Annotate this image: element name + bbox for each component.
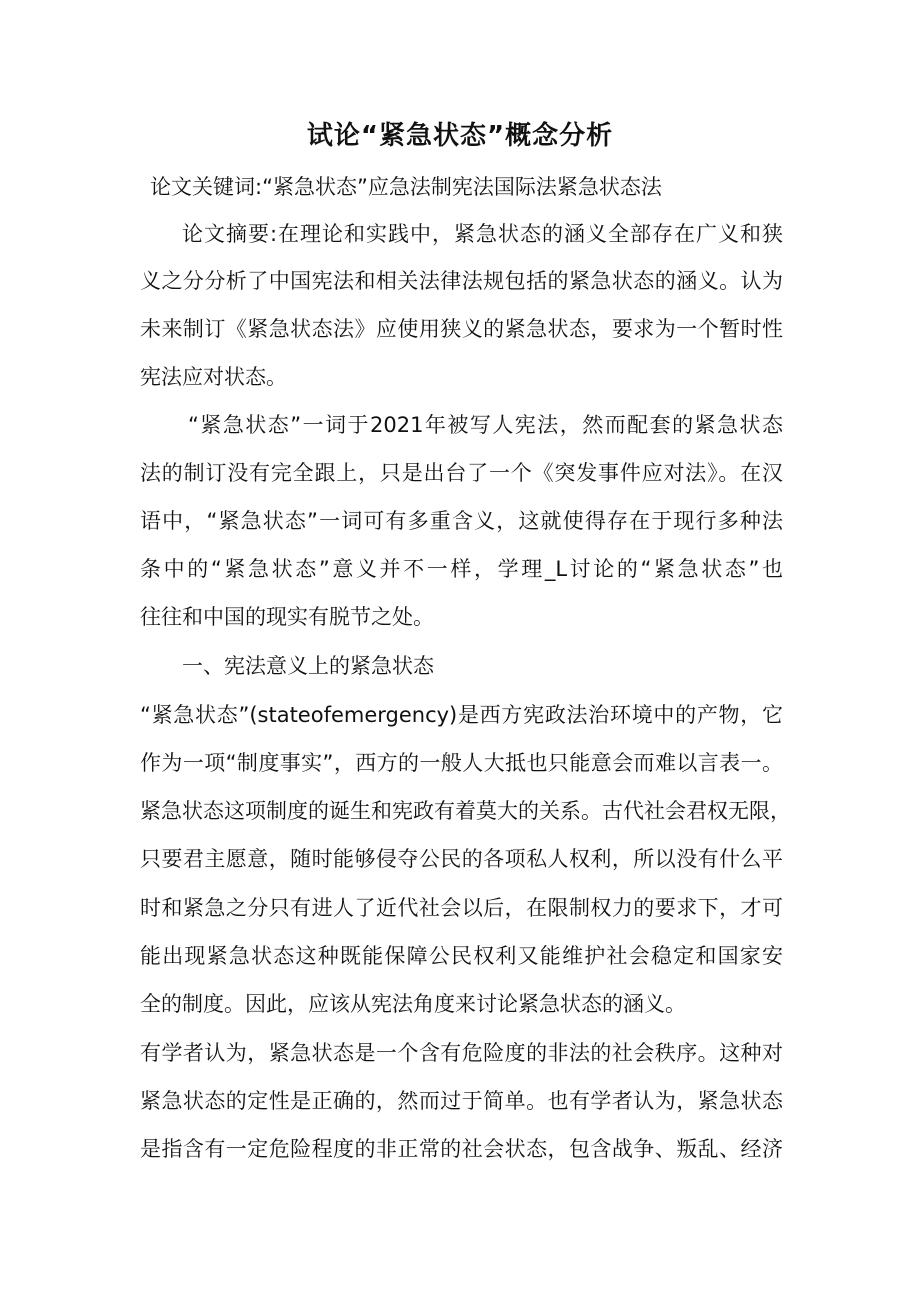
abstract-line: 义之分分析了中国宪法和相关法律法规包括的紧急状态的涵义。认为	[140, 269, 783, 293]
paragraph-line: 能出现紧急状态这种既能保障公民权利又能维护社会稳定和国家安	[140, 944, 783, 968]
paragraph-line: 时和紧急之分只有进人了近代社会以后，在限制权力的要求下，才可	[140, 896, 783, 920]
paragraph-line: 条中的“紧急状态”意义并不一样，学理_L讨论的“紧急状态”也	[140, 557, 783, 581]
paragraph-line: 有学者认为，紧急状态是一个含有危险度的非法的社会秩序。这种对	[140, 1041, 783, 1065]
paragraph-line: 是指含有一定危险程度的非正常的社会状态，包含战争、叛乱、经济	[140, 1137, 783, 1161]
paragraph-line: 紧急状态这项制度的诞生和宪政有着莫大的关系。古代社会君权无限，	[140, 799, 791, 823]
paragraph-line: “紧急状态”(stateofemergency)是西方宪政法治环境中的产物，它	[140, 703, 783, 727]
paragraph-line: 只要君主愿意，随时能够侵夺公民的各项私人权利，所以没有什么平	[140, 847, 783, 871]
keywords-line: 论文关键词:“紧急状态”应急法制宪法国际法紧急状态法	[150, 175, 662, 199]
paragraph-line: 全的制度。因此，应该从宪法角度来讨论紧急状态的涵义。	[140, 992, 686, 1016]
abstract-line: 未来制订《紧急状态法》应使用狭义的紧急状态，要求为一个暂时性	[140, 317, 783, 341]
paragraph-line: 往往和中国的现实有脱节之处。	[140, 605, 434, 629]
paragraph-line: “紧急状态”一词于2021年被写人宪法，然而配套的紧急状态	[188, 413, 783, 437]
paragraph-line: 法的制订没有完全跟上，只是出台了一个《突发事件应对法》。在汉	[140, 461, 783, 485]
document-title: 试论“紧急状态”概念分析	[306, 121, 614, 151]
section-heading: 一、宪法意义上的紧急状态	[182, 654, 434, 678]
abstract-line: 宪法应对状态。	[140, 365, 287, 389]
abstract-line: 论文摘要:在理论和实践中，紧急状态的涵义全部存在广义和狭	[182, 222, 783, 246]
paragraph-line: 紧急状态的定性是正确的，然而过于简单。也有学者认为，紧急状态	[140, 1089, 783, 1113]
paragraph-line: 语中，“紧急状态”一词可有多重含义，这就使得存在于现行多种法	[140, 509, 783, 533]
paragraph-line: 作为一项“制度事实”，西方的一般人大抵也只能意会而难以言表一。	[140, 751, 783, 775]
